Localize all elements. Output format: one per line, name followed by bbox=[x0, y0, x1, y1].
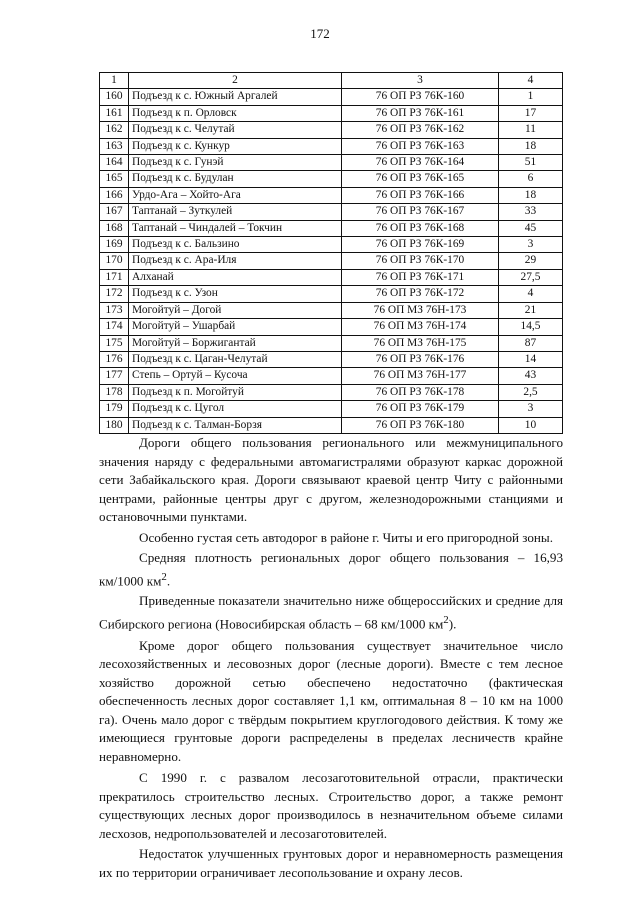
paragraph: С 1990 г. с развалом лесозаготовительной отрасли, практически прекратилось строительство лесных. Строительство дорог, а также ремонт существующих лесных дорог производилось в незначительном объеме силами лесхозов, недропользователей и лесозаготовителей. bbox=[99, 770, 563, 841]
table-row bbox=[100, 122, 563, 138]
column-header: 1 bbox=[100, 73, 129, 89]
road-name-cell: Степь – Ортуй – Кусоча bbox=[129, 368, 342, 384]
row-number-cell: 173 bbox=[100, 302, 129, 318]
road-code-cell: 76 ОП РЗ 76К-172 bbox=[342, 286, 499, 302]
table-body bbox=[100, 89, 563, 434]
paragraph: Кроме дорог общего пользования существует значительное число лесохозяйственных и лесовозных дорог (лесные дороги). Вместе с тем лесное хозяйство дорожной сетью обеспечено недостаточно (фактическая обеспеченность лесных дорог составляет 1,1 км, оптимальная 8 – 10 км на 1000 га). Очень мало дорог с твёрдым покрытием круглогодового действия. К тому же имеющиеся грунтовые дороги распределены в пределах лесничеств крайне неравномерно. bbox=[99, 637, 563, 764]
length-cell: 18 bbox=[499, 138, 563, 154]
road-code-cell: 76 ОП РЗ 76К-168 bbox=[342, 220, 499, 236]
road-code-cell: 76 ОП РЗ 76К-176 bbox=[342, 351, 499, 367]
length-cell: 45 bbox=[499, 220, 563, 236]
table-row bbox=[100, 237, 563, 253]
superscript: 2 bbox=[161, 570, 167, 583]
column-header: 3 bbox=[342, 73, 499, 89]
road-name-cell: Подъезд к с. Челутай bbox=[129, 122, 342, 138]
road-code-cell: 76 ОП РЗ 76К-170 bbox=[342, 253, 499, 269]
road-name-cell: Подъезд к с. Южный Аргалей bbox=[129, 89, 342, 105]
row-number-cell: 169 bbox=[100, 237, 129, 253]
row-number-cell: 171 bbox=[100, 269, 129, 285]
body-text bbox=[99, 434, 563, 884]
road-name-cell: Таптанай – Зуткулей bbox=[129, 204, 342, 220]
paragraph: Недостаток улучшенных грунтовых дорог и неравномерность размещения их по территории ограничивает лесопользование и охрану лесов. bbox=[99, 846, 563, 880]
length-cell: 4 bbox=[499, 286, 563, 302]
row-number-cell: 168 bbox=[100, 220, 129, 236]
column-header: 2 bbox=[129, 73, 342, 89]
row-number-cell: 162 bbox=[100, 122, 129, 138]
row-number-cell: 165 bbox=[100, 171, 129, 187]
length-cell: 17 bbox=[499, 105, 563, 121]
length-cell: 14 bbox=[499, 351, 563, 367]
length-cell: 87 bbox=[499, 335, 563, 351]
road-name-cell: Подъезд к с. Цугол bbox=[129, 401, 342, 417]
table-row bbox=[100, 171, 563, 187]
length-cell: 29 bbox=[499, 253, 563, 269]
road-name-cell: Подъезд к п. Орловск bbox=[129, 105, 342, 121]
table-row bbox=[100, 319, 563, 335]
road-code-cell: 76 ОП РЗ 76К-166 bbox=[342, 187, 499, 203]
road-name-cell: Подъезд к с. Бальзино bbox=[129, 237, 342, 253]
table-row bbox=[100, 269, 563, 285]
road-code-cell: 76 ОП РЗ 76К-164 bbox=[342, 155, 499, 171]
roads-table bbox=[99, 72, 563, 434]
paragraph-text: ). bbox=[448, 616, 457, 632]
road-code-cell: 76 ОП РЗ 76К-169 bbox=[342, 237, 499, 253]
paragraph: Дороги общего пользования регионального или межмуниципального значения наряду с федеральными автомагистралями образуют каркас дорожной сети Забайкальского края. Дороги связывают краевой центр Читу с районными центрами, районные центры друг с другом, железнодорожными станциями и остановочными пунктами. bbox=[99, 435, 563, 524]
road-code-cell: 76 ОП РЗ 76К-167 bbox=[342, 204, 499, 220]
road-code-cell: 76 ОП МЗ 76Н-173 bbox=[342, 302, 499, 318]
row-number-cell: 178 bbox=[100, 384, 129, 400]
length-cell: 14,5 bbox=[499, 319, 563, 335]
road-name-cell: Подъезд к с. Ара-Иля bbox=[129, 253, 342, 269]
road-name-cell: Могойтуй – Ушарбай bbox=[129, 319, 342, 335]
row-number-cell: 170 bbox=[100, 253, 129, 269]
length-cell: 33 bbox=[499, 204, 563, 220]
road-name-cell: Подъезд к с. Цаган-Челутай bbox=[129, 351, 342, 367]
paragraph: Особенно густая сеть автодорог в районе г. Читы и его пригородной зоны. bbox=[139, 529, 554, 545]
length-cell: 21 bbox=[499, 302, 563, 318]
road-code-cell: 76 ОП РЗ 76К-161 bbox=[342, 105, 499, 121]
column-header: 4 bbox=[499, 73, 563, 89]
road-name-cell: Подъезд к с. Талман-Борзя bbox=[129, 417, 342, 433]
row-number-cell: 161 bbox=[100, 105, 129, 121]
table-row bbox=[100, 220, 563, 236]
length-cell: 10 bbox=[499, 417, 563, 433]
table-row bbox=[100, 368, 563, 384]
table-row bbox=[100, 138, 563, 154]
road-code-cell: 76 ОП РЗ 76К-178 bbox=[342, 384, 499, 400]
superscript: 2 bbox=[443, 613, 449, 626]
length-cell: 3 bbox=[499, 401, 563, 417]
paragraph-text: Средняя плотность региональных дорог общего пользования – 16,93 км/1000 км bbox=[99, 550, 563, 588]
row-number-cell: 175 bbox=[100, 335, 129, 351]
row-number-cell: 176 bbox=[100, 351, 129, 367]
road-code-cell: 76 ОП РЗ 76К-165 bbox=[342, 171, 499, 187]
table-row bbox=[100, 351, 563, 367]
road-code-cell: 76 ОП РЗ 76К-162 bbox=[342, 122, 499, 138]
table-row bbox=[100, 89, 563, 105]
road-name-cell: Алханай bbox=[129, 269, 342, 285]
road-name-cell: Подъезд к с. Кункур bbox=[129, 138, 342, 154]
length-cell: 3 bbox=[499, 237, 563, 253]
road-name-cell: Могойтуй – Боржигантай bbox=[129, 335, 342, 351]
row-number-cell: 163 bbox=[100, 138, 129, 154]
table-row bbox=[100, 335, 563, 351]
length-cell: 18 bbox=[499, 187, 563, 203]
row-number-cell: 166 bbox=[100, 187, 129, 203]
length-cell: 27,5 bbox=[499, 269, 563, 285]
length-cell: 1 bbox=[499, 89, 563, 105]
paragraph-text: . bbox=[166, 572, 171, 588]
road-code-cell: 76 ОП МЗ 76Н-177 bbox=[342, 368, 499, 384]
road-code-cell: 76 ОП РЗ 76К-180 bbox=[342, 417, 499, 433]
table-row bbox=[100, 155, 563, 171]
table-row bbox=[100, 253, 563, 269]
road-name-cell: Подъезд к с. Узон bbox=[129, 286, 342, 302]
road-name-cell: Подъезд к п. Могойтуй bbox=[129, 384, 342, 400]
table-row bbox=[100, 302, 563, 318]
road-name-cell: Могойтуй – Догой bbox=[129, 302, 342, 318]
page-number: 172 bbox=[310, 26, 330, 41]
table-row bbox=[100, 286, 563, 302]
road-name-cell: Урдо-Ага – Хойто-Ага bbox=[129, 187, 342, 203]
row-number-cell: 180 bbox=[100, 417, 129, 433]
length-cell: 43 bbox=[499, 368, 563, 384]
road-code-cell: 76 ОП РЗ 76К-171 bbox=[342, 269, 499, 285]
paragraph bbox=[99, 592, 563, 633]
length-cell: 11 bbox=[499, 122, 563, 138]
row-number-cell: 179 bbox=[100, 401, 129, 417]
table-row bbox=[100, 401, 563, 417]
road-name-cell: Таптанай – Чиндалей – Токчин bbox=[129, 220, 342, 236]
row-number-cell: 160 bbox=[100, 89, 129, 105]
table-row bbox=[100, 417, 563, 433]
road-code-cell: 76 ОП МЗ 76Н-175 bbox=[342, 335, 499, 351]
row-number-cell: 172 bbox=[100, 286, 129, 302]
paragraph-text: Приведенные показатели значительно ниже общероссийских и средние для Сибирского региона (Новосибирская область – 68 км/1000 км bbox=[99, 593, 563, 632]
table-row bbox=[100, 105, 563, 121]
length-cell: 51 bbox=[499, 155, 563, 171]
table-header-row bbox=[100, 73, 563, 89]
row-number-cell: 164 bbox=[100, 155, 129, 171]
road-name-cell: Подъезд к с. Гунэй bbox=[129, 155, 342, 171]
row-number-cell: 174 bbox=[100, 319, 129, 335]
road-code-cell: 76 ОП МЗ 76Н-174 bbox=[342, 319, 499, 335]
road-name-cell: Подъезд к с. Будулан bbox=[129, 171, 342, 187]
length-cell: 6 bbox=[499, 171, 563, 187]
table-row bbox=[100, 204, 563, 220]
table-row bbox=[100, 384, 563, 400]
row-number-cell: 167 bbox=[100, 204, 129, 220]
row-number-cell: 177 bbox=[100, 368, 129, 384]
road-code-cell: 76 ОП РЗ 76К-163 bbox=[342, 138, 499, 154]
road-code-cell: 76 ОП РЗ 76К-179 bbox=[342, 401, 499, 417]
table-row bbox=[100, 187, 563, 203]
road-code-cell: 76 ОП РЗ 76К-160 bbox=[342, 89, 499, 105]
length-cell: 2,5 bbox=[499, 384, 563, 400]
paragraph bbox=[99, 549, 563, 590]
